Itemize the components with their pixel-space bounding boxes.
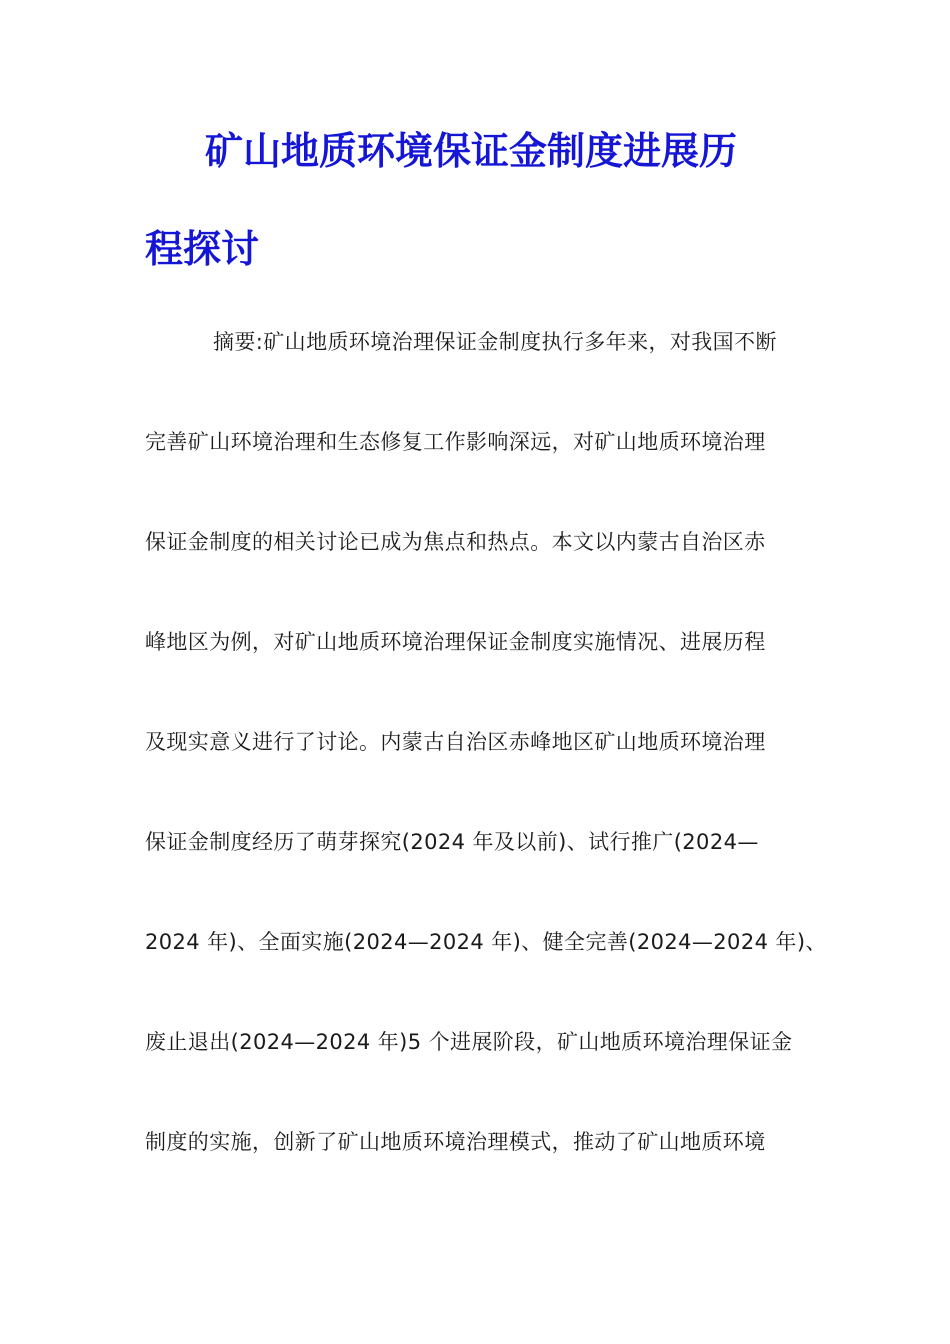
body-line: 完善矿山环境治理和生态修复工作影响深远，对矿山地质环境治理 — [145, 430, 766, 454]
body-line: 2024 年)、全面实施(2024—2024 年)、健全完善(2024—2024 年)、 — [145, 930, 827, 954]
body-line: 峰地区为例，对矿山地质环境治理保证金制度实施情况、进展历程 — [145, 630, 766, 654]
title-line-1: 矿山地质环境保证金制度进展历 — [205, 128, 738, 173]
body-line: 及现实意义进行了讨论。内蒙古自治区赤峰地区矿山地质环境治理 — [145, 730, 766, 754]
body-line: 摘要:矿山地质环境治理保证金制度执行多年来，对我国不断 — [213, 330, 777, 354]
title-line-2: 程探讨 — [145, 226, 260, 271]
body-line: 制度的实施，创新了矿山地质环境治理模式，推动了矿山地质环境 — [145, 1130, 766, 1154]
body-line: 保证金制度的相关讨论已成为焦点和热点。本文以内蒙古自治区赤 — [145, 530, 766, 554]
body-line: 保证金制度经历了萌芽探究(2024 年及以前)、试行推广(2024— — [145, 830, 759, 854]
body-line: 废止退出(2024—2024 年)5 个进展阶段，矿山地质环境治理保证金 — [145, 1030, 793, 1054]
